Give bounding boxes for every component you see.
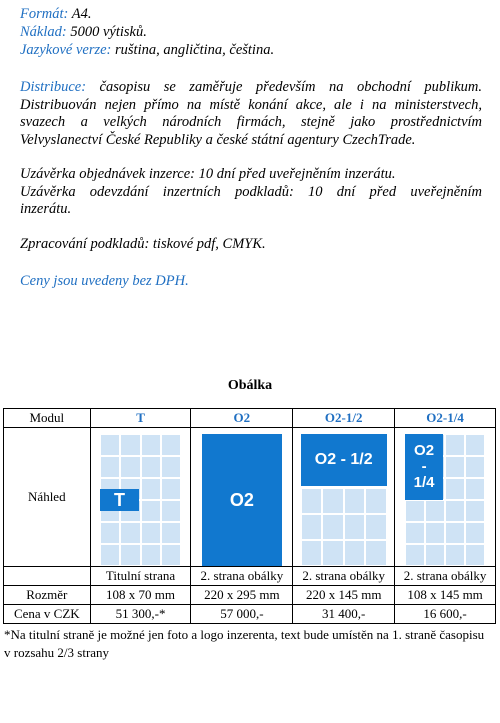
header-t: T	[90, 409, 191, 428]
lang-value: ruština, angličtina, čeština.	[115, 42, 275, 58]
quarter-ad-line-1: O2	[414, 442, 435, 460]
preview-o2-page	[202, 434, 282, 566]
table-row-rozmer	[4, 586, 496, 605]
preview-t	[90, 428, 191, 567]
preview-o2-half-page	[301, 434, 387, 566]
position-t: Titulní strana	[90, 567, 191, 586]
format-value: A4.	[71, 6, 92, 22]
lang-label: Jazykové verze:	[20, 42, 112, 58]
table-row-modul	[4, 409, 496, 428]
preview-t-page	[100, 434, 181, 566]
prices-note: Ceny jsou uvedeny bez DPH.	[20, 273, 189, 289]
header-o2: O2	[191, 409, 293, 428]
format-label: Formát:	[20, 6, 69, 22]
position-o2: 2. strana obálky	[191, 567, 293, 586]
quarter-ad-line-2: -	[421, 458, 427, 476]
distribuce-line-3: svazech a velkých národních firmách, stejně jako prostřednictvím	[20, 114, 482, 130]
preview-o2-half-ad-block: O2 - 1/2	[301, 434, 387, 486]
preview-o2-half	[293, 428, 395, 567]
preview-o2-half-grid	[301, 488, 387, 566]
size-o2: 220 x 295 mm	[191, 586, 293, 605]
format-line	[20, 6, 91, 23]
table-row-nahled	[4, 428, 496, 567]
footnote-line-1: *Na titulní straně je možné jen foto a logo inzerenta, text bude umístěn na 1. straně časopisu	[4, 627, 485, 642]
position-empty	[4, 567, 91, 586]
distribuce-paragraph	[20, 79, 482, 149]
distribuce-text-1: časopisu se zaměřuje především na obchodní publikum.	[99, 79, 483, 95]
naklad-line	[20, 24, 147, 41]
preview-o2-ad-block: O2	[202, 434, 282, 566]
size-o2-half: 220 x 145 mm	[293, 586, 395, 605]
position-o2-quarter: 2. strana obálky	[395, 567, 496, 586]
table-title: Obálka	[227, 378, 273, 393]
preview-o2-quarter-ad-block	[405, 434, 443, 500]
naklad-label: Náklad:	[20, 24, 67, 40]
position-o2-half: 2. strana obálky	[293, 567, 395, 586]
deadlines-paragraph	[20, 166, 482, 219]
quarter-ad-line-3: 1/4	[413, 473, 435, 491]
naklad-value: 5000 výtisků.	[70, 24, 147, 40]
table-row-position	[4, 567, 496, 586]
deadline-materials: Uzávěrka odevzdání inzertních podkladů: 10 dní před uveřejněním	[20, 183, 482, 200]
lang-line	[20, 42, 274, 59]
size-o2-quarter: 108 x 145 mm	[395, 586, 496, 605]
price-o2-quarter: 16 600,-	[395, 605, 496, 624]
header-o2-half: O2-1/2	[293, 409, 395, 428]
modul-label: Modul	[4, 409, 91, 428]
cena-label: Cena v CZK	[4, 605, 91, 624]
price-o2-half: 31 400,-	[293, 605, 395, 624]
table-row-cena	[4, 605, 496, 624]
distribuce-line-2: Distribuován nejen přímo na místě konání akce, ale i na ministerstvech,	[20, 96, 482, 113]
size-t: 108 x 70 mm	[90, 586, 191, 605]
header-o2-quarter: O2-1/4	[395, 409, 496, 428]
preview-o2	[191, 428, 293, 567]
deadline-orders: Uzávěrka objednávek inzerce: 10 dní před uveřejněním inzerátu.	[20, 166, 396, 182]
distribuce-line-4: Velvyslanectví České Republiky a české státní agentury CzechTrade.	[20, 131, 416, 148]
nahled-label: Náhled	[4, 428, 91, 567]
price-o2: 57 000,-	[191, 605, 293, 624]
deadline-materials-cont: inzerátu.	[20, 201, 72, 217]
price-t: 51 300,-*	[90, 605, 191, 624]
pricing-table	[3, 408, 496, 624]
processing-line: Zpracování podkladů: tiskové pdf, CMYK.	[20, 236, 266, 252]
preview-t-ad-block: T	[100, 489, 139, 511]
footnote-line-2: v rozsahu 2/3 strany	[4, 645, 110, 660]
rozmer-label: Rozměr	[4, 586, 91, 605]
preview-o2-quarter	[395, 428, 496, 567]
preview-o2-quarter-page	[405, 434, 485, 566]
distribuce-label: Distribuce:	[20, 79, 87, 95]
distribuce-line-1	[20, 79, 482, 97]
footnote	[4, 626, 496, 662]
